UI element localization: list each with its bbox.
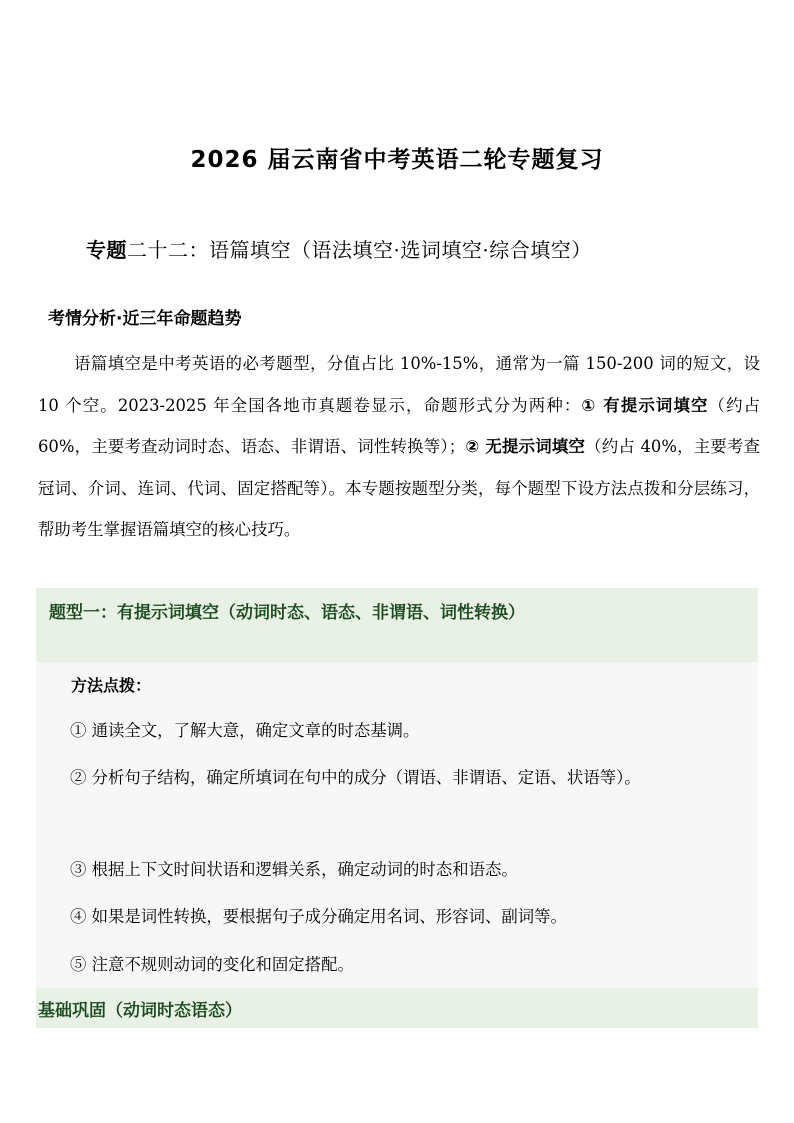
method-item-1: ① 通读全文，了解大意，确定文章的时态基调。 <box>70 721 420 740</box>
basic-heading: 基础巩固（动词时态语态） <box>38 1001 242 1021</box>
type1-heading: 题型一：有提示词填空（动词时态、语态、非谓语、词性转换） <box>49 603 525 623</box>
method-item-3: ③ 根据上下文时间状语和逻辑关系，确定动词的时态和语态。 <box>70 860 518 879</box>
method-item-4: ④ 如果是词性转换，要根据句子成分确定用名词、形容词、副词等。 <box>70 907 567 926</box>
basic-heading-bar <box>36 988 758 1028</box>
subtitle-text: 二十二：语篇填空（语法填空·选词填空·综合填空） <box>127 238 592 262</box>
intro-paragraph <box>38 343 760 551</box>
type1-heading-bar <box>36 588 758 662</box>
analysis-heading: 考情分析·近三年命题趋势 <box>48 309 242 329</box>
method-item-2: ② 分析句子结构，确定所填词在句中的成分（谓语、非谓语、定语、状语等）。 <box>70 768 641 787</box>
intro-text-1: 语篇填空是中考英语的必考题型，分值占比 10%-15%，通常为一篇 150-200 词的短文，设 10 个空。2023-2025 年全国各地市真题卷显示，命题形式分为两种： <box>38 354 760 415</box>
intro-text-3: （约占 40%，主要考查冠词、介词、连词、代词、固定搭配等）。本专题按题型分类，每个题型下设方法点拨和分层练习，帮助考生掌握语篇填空的核心技巧。 <box>38 437 760 540</box>
topic-subtitle <box>86 234 592 263</box>
method-title: 方法点拨： <box>71 676 152 695</box>
subtitle-bold-prefix: 专题 <box>86 238 127 262</box>
intro-text-2: （约占 60%，主要考查动词时态、语态、非谓语、词性转换等）； <box>38 395 760 457</box>
intro-bold-with-hints: ① 有提示词填空 <box>581 395 709 415</box>
intro-bold-no-hints: ② 无提示词填空 <box>465 437 586 457</box>
method-item-5: ⑤ 注意不规则动词的变化和固定搭配。 <box>70 955 354 974</box>
document-title: 2026 届云南省中考英语二轮专题复习 <box>190 147 604 173</box>
